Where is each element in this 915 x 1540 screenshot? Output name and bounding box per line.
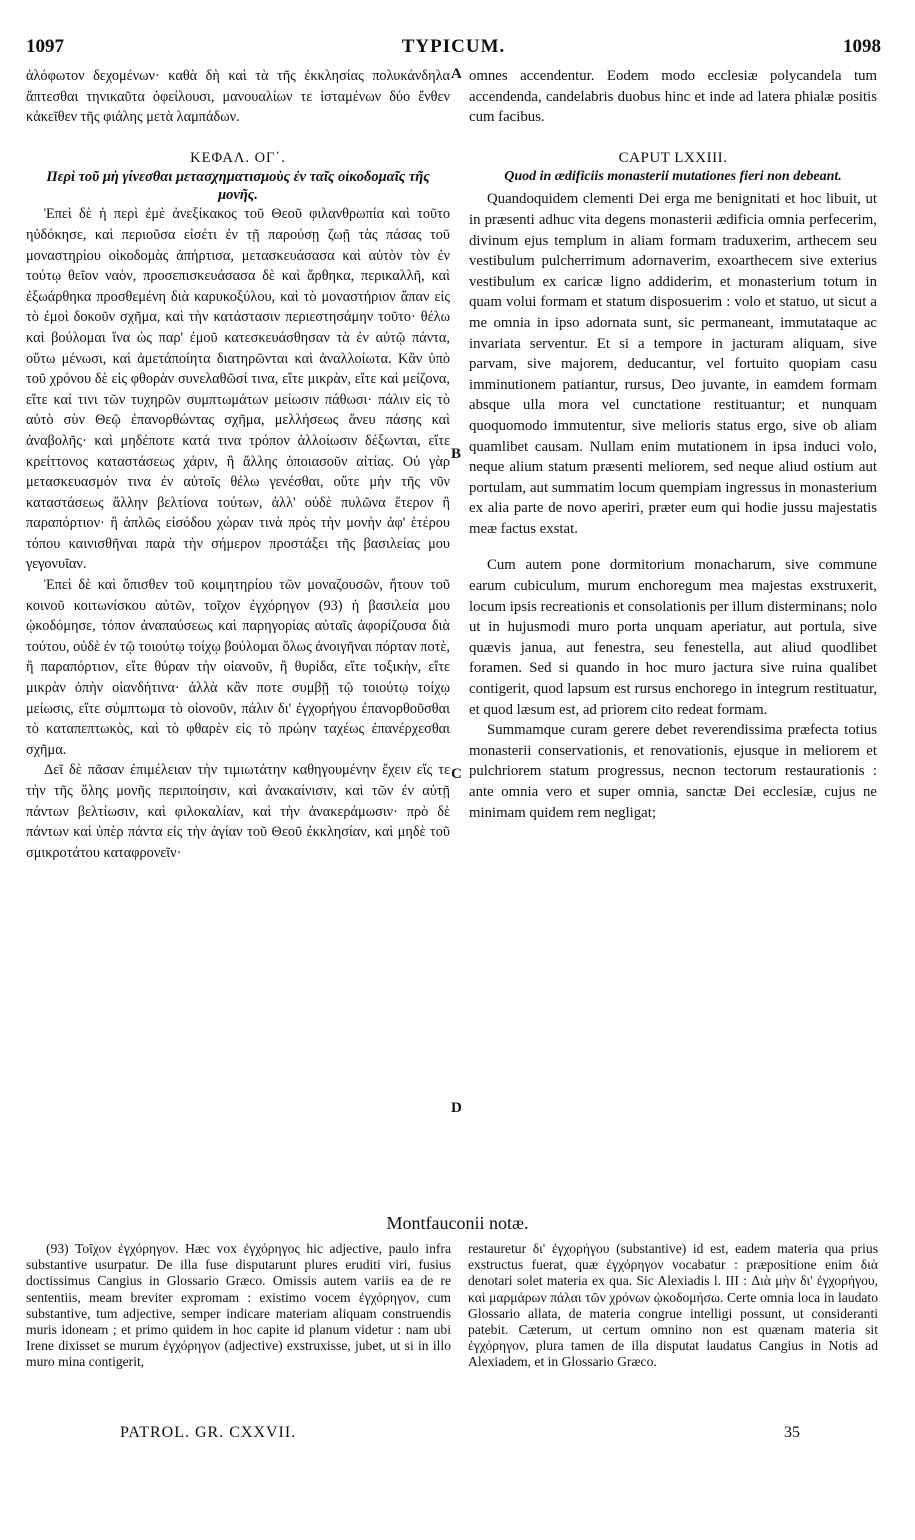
margin-marker-c: C (451, 766, 462, 782)
running-title: TYPICUM. (401, 36, 506, 57)
greek-chapter-subtitle: Περὶ τοῦ μὴ γίνεσθαι μετασχηματισμοὺς ἐν ταῖς οἰκοδομαῖς τῆς μονῆς. (46, 169, 430, 204)
notes-left-column (26, 1241, 451, 1371)
latin-paragraph-2: Cum autem pone dormitorium monacharum, sive commune earum cubiculum, murum enchoregum mea majestas exstruxerit, locum ipsis recreationis et consolationis per illum disterminans; nolo ut in hujusmodi muro porta unquam aperiatur, aut portula, sive quævis janua, aut fenestra, seu fenestella, aut aliud quodlibet foramen. Sed si quando in hoc muro jactura sive ruina qualibet contigerit, quod lapsum est rursus enchorego in integrum restituatur, et quod læsum est, ad priorem cito redeat formam. (469, 557, 877, 718)
signature-number: 35 (784, 1424, 800, 1441)
notes-heading: Montfauconii notæ. (386, 1213, 529, 1233)
notes-right-column (468, 1241, 878, 1371)
note-93-right: restauretur δι' ἐγχορήγου (substantive) id est, eadem materia qua prius exstructus fuerat, quæ ἐγχόρηγον vocabatur : præpositione enim διὰ denotari solet materia ex qua. Sic Alexiadis l. III : Διὰ μὴν δι' ἐγχορήγου, καὶ μαρμάρων πάλαι τῶν χρόνων ᾠκοδομήσω. Certe omnia loca in laudato Glossario allata, de materia congrue intelligi possunt, ut consideranti patebit. Cæterum, ut certum omnino non est quænam materia sit ἐγχόρηγον, plura tamen de illa disputat laudatus Cangius in Notis ad Alexiadem, et in Glossario Græco. (468, 1241, 878, 1370)
latin-chapter-subtitle: Quod in ædificiis monasterii mutationes fieri non debeant. (504, 169, 842, 185)
margin-marker-b: B (451, 446, 462, 462)
greek-paragraph-3: Δεῖ δὲ πᾶσαν ἐπιμέλειαν τὴν τιμιωτάτην καθηγουμένην ἔχειν εἴς τε τὴν τῆς ὅλης μονῆς περιποίησιν, καὶ ἀνακαίνισιν, καὶ τῶν ἐν αὐτῇ πάντων βελτίωσιν, καὶ φιλοκαλίαν, καὶ τὴν ἀνακεράμωσιν· πρὸ δὲ πάντων καὶ ὑπὲρ πάντα εἰς τὴν ἁγίαν τοῦ Θεοῦ ἐκκλησίαν, καὶ μηδὲ τοῦ σμικροτάτου καταφρονεῖν· (26, 762, 450, 861)
latin-paragraph-1: Quandoquidem clementi Dei erga me benignitati et hoc libuit, ut in præsenti adhuc vita degens monasterii ædificia omnia perfecerim, divinum ejus templum in aliam formam traduxerim, arthecem seu vestibulum pulcherrimum adornaverim, exoarthecem sive exterius vestibulum ex caricæ ligno addiderim, et monasterium totum in quam volui formam et statum disposuerim : volo et statuo, ut sicut a me omnia in ipso adornata sunt, sic permaneant, immutataque ac invariata serventur. Et si a tempore in jacturam aliquam, sive parvam, sive majorem, deducantur, vel fortuito quopiam casu imminutionem patiantur, rursus, Deo juvante, in eamdem formam absque ulla mora vel cunctatione restituantur; et nunquam quoquomodo immutentur, sive melioris status ergo, sive ob aliam quamlibet causam. Nullam enim mutationem in ipsa induci volo, neque alium statum præsenti meliorem, sed neque aliud ostium aut portulam, aut summatim locum quempiam ingressus in monasterium ex alia parte de novo aperiri, præter eum qui hodie jussu majestatis meæ factus exstat. (469, 191, 877, 537)
greek-chapter-heading: ΚΕΦΑΛ. ΟΓ΄. (190, 149, 286, 166)
series-signature: PATROL. GR. CXXVII. (120, 1424, 297, 1441)
greek-paragraph-1: Ἐπεὶ δὲ ἡ περὶ ἐμὲ ἀνεξίκακος τοῦ Θεοῦ φιλανθρωπία καὶ τοῦτο ηὐδόκησε, καὶ περιοῦσα εἰσέτι ἐν τῇ παρούσῃ ζωῇ τὰς πάσας τοῦ μοναστηρίου οἰκοδομὰς ἀπήρτισα, μετασκευάσασα καὶ αὐτὸν τὸν ἐν τούτῳ θεῖον ναὸν, προσεπισκευάσασα δὲ καὶ ἄρθηκα, περικαλλῆ, καὶ ἐξωάρθηκα προσθεμένη διὰ καρυκοξύλου, καὶ τὸ μοναστήριον ἅπαν εἰς τὸ ἐμοὶ δοκοῦν σχῆμα, καὶ τὴν κατάστασιν περιεστησάμην τοῦτο· θέλω καὶ βούλομαι ἵνα ὡς παρ' ἐμοῦ κατεσκευάσθησαν τὰ ἐν αὐτῷ πάντα, οὕτω μένωσι, καὶ ἀμετάποίητα διατηρῶνται καὶ ἀναλλοίωτα. Κἂν ὑπὸ τοῦ χρόνου δὲ εἰς φθορὰν συνελαθῶσί τινα, εἴτε μικρὰν, εἴτε καὶ μείζονα, εἴτε καί τινι τῶν τυχηρῶν συμπτωμάτων μείωσιν πάθωσι· πάλιν εἰς τὸ αὐτὸ σὺν Θεῷ ἐπανορθώντας σχῆμα, μελλήσεως ἄνευ πάσης καὶ ἀναβολῆς· καὶ μηδέποτε κατά τινα τρόπον ἀλλοίωσιν δέξωνται, εἴτε κρείττονος καταστάσεως χάριν, ἢ ἄλλης ὁποιασοῦν αἰτίας. Οὐ γὰρ μετασκευασμόν τινα ἐν αὐτοῖς θέλω γενέσθαι, οὔτε μὴν τῆς νῦν καταστάσεως ἄλλην βελτίονα τούτων, ἀλλ' οὐδὲ πυλῶνα ἕτερον ἢ παραπόρτιον· ἢ ἁπλῶς εἰσόδου χώραν τινὰ πρὸς τὴν μονὴν ἀφ' ἑτέρου τόπου καινισθῆναι παρὰ τὴν σήμερον προστάξει τῆς βασιλείας μου γεγονυῖαν. (26, 206, 450, 573)
latin-intro: omnes accendentur. Eodem modo ecclesiæ polycandela tum accendenda, candelabris duobus hinc et inde ad latera phialæ positis cum facibus. (469, 68, 877, 126)
note-93-left: (93) Τοῖχον ἐγχόρηγον. Hæc vox ἐγχόρηγος hic adjective, paulo infra substantive usurpatur. De illa fuse disputarunt plures eruditi viri, fusius doctissimus Cangius in Glossario Græco. Omissis autem variis ea de re sententiis, meam breviter expromam : existimo vocem ἐγχόρηγον, cum substantive, tum adjective, semper indicare materiam aliquam construendis muris idoneam ; et primo quidem in hoc capite id planum videtur : nam ubi Irene dixisset se murum ἐγχόρηγον (adjective) exstruxisse, jubet, ut si in illo muro mina contigerit, (26, 1241, 451, 1370)
greek-column (26, 66, 450, 863)
page-header (26, 36, 881, 66)
page-number-right: 1098 (843, 36, 881, 57)
margin-marker-a: A (451, 66, 462, 82)
greek-intro: ἀλόφωτον δεχομένων· καθὰ δὴ καὶ τὰ τῆς ἐκκλησίας πολυκάνδηλα ἅπτεσθαι τηνικαῦτα ὀφείλουσι, μανουαλίων τε ἱσταμένων δύο ἔνθεν κἀκεῖθεν τῆς φιάλης μετὰ λαμπάδων. (26, 68, 450, 126)
latin-chapter-heading: CAPUT LXXIII. (618, 149, 728, 166)
greek-paragraph-2: Ἐπεὶ δὲ καὶ ὄπισθεν τοῦ κοιμητηρίου τῶν μοναζουσῶν, ἤτουν τοῦ κοινοῦ κοιτωνίσκου αὐτῶν, τοῖχον ἐγχόρηγον (93) ἡ βασιλεία μου ᾠκοδόμησε, τόπον ἀναπαύσεως καὶ παρηγορίας αὐταῖς ἀφορίζουσα διὰ τούτου, οὐδὲ ἐν τῷ τοιούτῳ τοίχῳ βούλομαι ὅλως ἀνοιγῆναι πόρταν ποτὲ, ἢ παραπόρτιον, εἴτε θύραν τὴν οἱανοῦν, ἢ θυρίδα, εἴτε τοξικὴν, εἴτε μικρὰν ὀπὴν οἱανδήτινα· ἀλλὰ κἂν ποτε συμβῇ τῷ τοιούτῳ τοίχῳ μείωσις, εἴτε σύμπτωμα τὸ οἱονοῦν, πάλιν δι' ἐγχορήγου ἐπανορθοῦσθαι τὸ καταπεπτωκὸς, καὶ τὸ φθαρὲν εἰς τὸ πρώην ταχέως ἐπανέρχεσθαι σχῆμα. (26, 577, 450, 758)
latin-paragraph-3: Summamque curam gerere debet reverendissima præfecta totius monasterii conservationis, et renovationis, ejusque in meliorem et pulchriorem statum progressus, necnon tectorum restaurationis : ante omnia vero et super omnia, sanctæ Dei ecclesiæ, cujus ne minimam quidem rem negligat; (469, 722, 877, 821)
page-number-left: 1097 (26, 36, 64, 57)
page-footer (120, 1424, 800, 1448)
latin-column (469, 66, 877, 823)
margin-marker-d: D (451, 1100, 462, 1116)
